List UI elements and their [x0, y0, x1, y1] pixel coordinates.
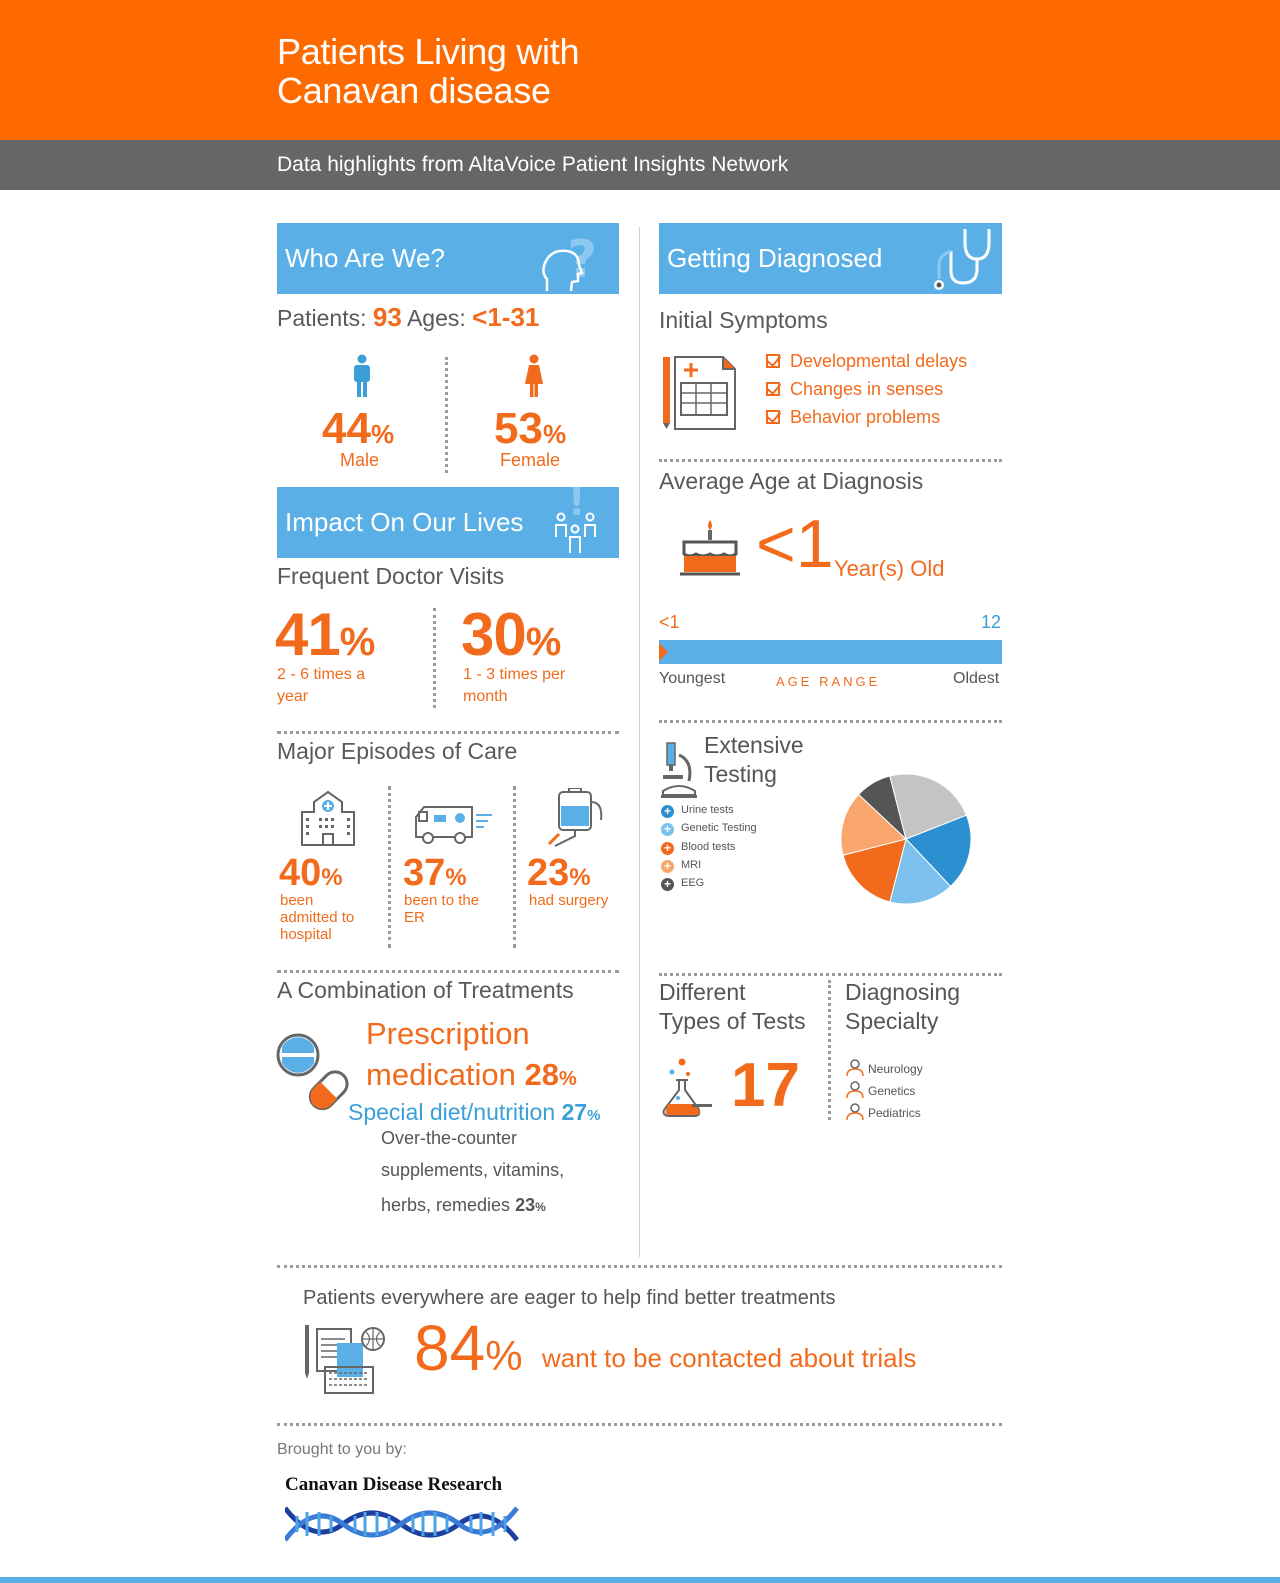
divider [659, 973, 1002, 976]
range-marker [659, 643, 668, 661]
legend-item: + Genetic Testing [661, 820, 757, 836]
divider [659, 459, 1002, 462]
range-youngest-label: Youngest [659, 670, 726, 687]
logo-text: Canavan Disease Research [285, 1474, 503, 1495]
age-range-bar [659, 640, 1002, 664]
hospital-icon [300, 790, 356, 846]
episode-percent-3: 23% [527, 852, 591, 894]
visits-percent-1: 41% [275, 601, 375, 668]
trials-label: want to be contacted about trials [542, 1343, 917, 1373]
specialty-title-line1: Diagnosing [845, 979, 961, 1005]
visits-percent-2: 30% [461, 601, 561, 668]
stethoscope-icon [927, 225, 997, 293]
symptom-item: Behavior problems [766, 407, 940, 428]
avg-age-title: Average Age at Diagnosis [659, 468, 924, 494]
range-min: <1 [659, 612, 680, 632]
getting-diagnosed-bar [659, 223, 1002, 294]
episode-percent-1: 40% [279, 852, 343, 894]
testing-pie-chart [839, 772, 973, 906]
research-document-icon [305, 1325, 387, 1395]
dna-helix-icon [285, 1502, 521, 1546]
episode-label-1: been admitted to hospital [280, 892, 355, 943]
specialty-item: Genetics [846, 1081, 915, 1099]
head-question-icon [539, 227, 609, 293]
page-subtitle: Data highlights from AltaVoice Patient Insights Network [277, 153, 789, 176]
avg-age-unit: Year(s) Old [834, 556, 945, 581]
brought-by-label: Brought to you by: [277, 1441, 407, 1458]
legend-item: + EEG [661, 875, 704, 891]
types-divider [828, 980, 831, 1120]
symptom-item: Changes in senses [766, 379, 943, 400]
ages-range: <1-31 [472, 302, 540, 332]
types-title-line2: Types of Tests [659, 1008, 806, 1034]
male-percent: 44% [322, 404, 395, 453]
trials-intro: Patients everywhere are eager to help find better treatments [303, 1287, 836, 1309]
male-label: Male [340, 450, 380, 470]
page-title: Patients Living with Canavan disease [277, 31, 580, 111]
flask-icon [658, 1058, 714, 1118]
avg-age-value: <1 [756, 506, 834, 582]
footer-bar [0, 1577, 1280, 1583]
female-label: Female [500, 450, 561, 470]
patients-count: 93 [372, 302, 402, 332]
legend-item: + Urine tests [661, 802, 734, 818]
range-mid-label: AGE RANGE [776, 674, 881, 689]
ambulance-icon [414, 805, 494, 845]
microscope-icon [661, 741, 697, 799]
doctor-visits-title: Frequent Doctor Visits [277, 563, 505, 589]
visits-label-2: 1 - 3 times per month [463, 666, 566, 705]
initial-symptoms-title: Initial Symptoms [659, 307, 828, 333]
who-are-we-bar [277, 223, 619, 294]
visits-label-1: 2 - 6 times a year [277, 666, 366, 705]
episode-percent-2: 37% [403, 852, 467, 894]
pill-icon [276, 1033, 356, 1117]
treatments-title: A Combination of Treatments [277, 977, 574, 1003]
female-icon [522, 354, 546, 398]
doctor-icon [846, 1081, 864, 1099]
divider [277, 731, 619, 734]
who-are-we-title: Who Are We? [285, 243, 445, 273]
episode-label-2: been to the ER [404, 892, 480, 926]
legend-item: + MRI [661, 857, 701, 873]
divider [277, 1265, 1002, 1268]
visits-divider [433, 608, 436, 708]
svg-text:?: ? [567, 230, 598, 290]
divider [277, 970, 619, 973]
specialty-item: Pediatrics [846, 1103, 921, 1121]
types-title-line1: Different [659, 979, 746, 1005]
otc-line-1: Over-the-counter [381, 1128, 518, 1148]
specialty-title-line2: Specialty [845, 1008, 939, 1034]
medical-chart-icon [661, 355, 739, 431]
divider [277, 1423, 1002, 1426]
birthday-cake-icon [678, 518, 742, 576]
legend-item: + Blood tests [661, 839, 735, 855]
symptom-item: Developmental delays [766, 351, 967, 372]
otc-line-3: herbs, remedies 23% [381, 1195, 546, 1215]
family-icon [553, 487, 613, 557]
getting-diagnosed-title: Getting Diagnosed [667, 243, 883, 273]
episodes-title: Major Episodes of Care [277, 738, 518, 764]
diet-line: Special diet/nutrition 27% [348, 1099, 601, 1125]
iv-bag-icon [545, 788, 607, 848]
impact-bar [277, 487, 619, 558]
types-value: 17 [731, 1051, 800, 1120]
divider [659, 720, 1002, 723]
canavan-research-logo [285, 1474, 525, 1554]
rx-line-1: Prescription [366, 1016, 530, 1051]
female-percent: 53% [494, 404, 567, 453]
male-icon [350, 354, 374, 398]
gender-divider [445, 357, 448, 473]
impact-title: Impact On Our Lives [285, 507, 524, 537]
column-divider [639, 227, 640, 1257]
episode-label-3: had surgery [529, 892, 609, 909]
rx-line-2: medication 28% [366, 1057, 577, 1092]
patients-line: Patients: 93 Ages: <1-31 [277, 302, 540, 332]
testing-title-line1: Extensive [704, 732, 804, 758]
doctor-icon [846, 1059, 864, 1077]
otc-line-2: supplements, vitamins, [381, 1160, 565, 1180]
testing-title-line2: Testing [704, 761, 777, 787]
episodes-divider-2 [513, 786, 516, 948]
doctor-icon [846, 1103, 864, 1121]
svg-text:!: ! [568, 487, 586, 524]
episodes-divider-1 [388, 786, 391, 948]
range-max: 12 [981, 612, 1002, 632]
specialty-item: Neurology [846, 1059, 923, 1077]
range-oldest-label: Oldest [953, 670, 1000, 687]
trials-percent: 84% [414, 1312, 523, 1384]
